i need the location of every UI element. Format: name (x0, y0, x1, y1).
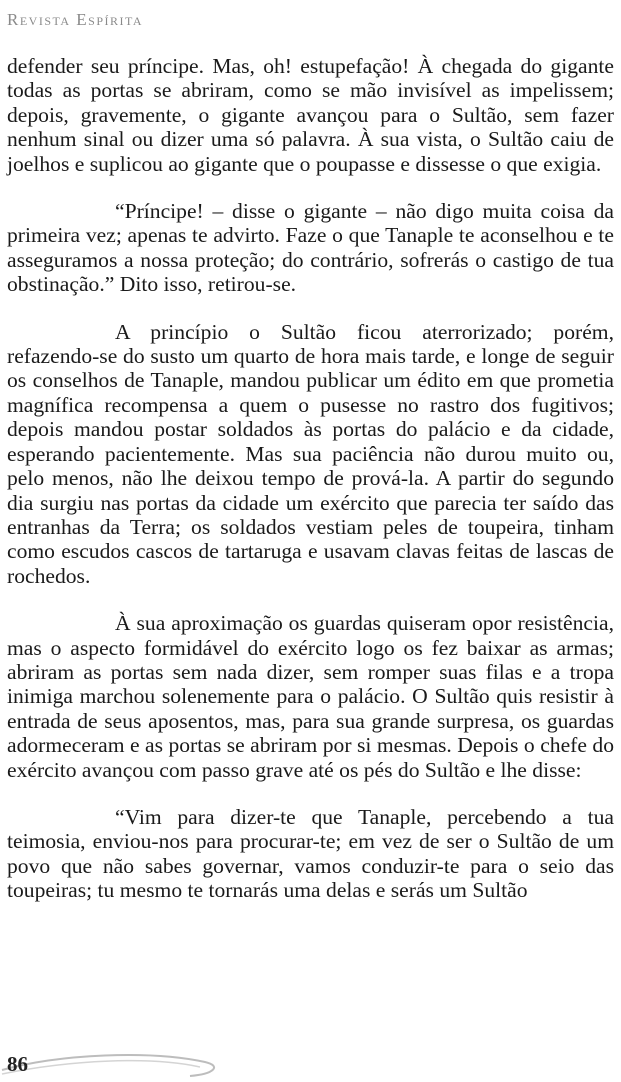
paragraph-1: defender seu príncipe. Mas, oh! estupefação! À chegada do gigante todas as portas se abriram, como se mão invisível as impelissem; depois, gravemente, o gigante avançou para o Sultão, sem fazer nenhum sinal ou dizer uma só palavra. À sua vista, o Sultão caiu de joelhos e suplicou ao gigante que o poupasse e dissesse o que exigia. (7, 54, 614, 176)
paragraph-5: “Vim para dizer-te que Tanaple, percebendo a tua teimosia, enviou-nos para procurar-te; em vez de ser o Sultão de um povo que não sabes governar, vamos conduzir-te para o seio das toupeiras; tu mesmo te tornarás uma delas e serás um Sultão (7, 804, 614, 903)
running-head: Revista Espírita (7, 10, 144, 29)
paragraph-3: A princípio o Sultão ficou aterrorizado; porém, refazendo-se do susto um quarto de hora mais tarde, e longe de seguir os conselhos de Tanaple, mandou publicar um édito em que prometia magnífica recompensa a quem o pusesse no rastro dos fugitivos; depois mandou postar soldados às portas do palácio e da cidade, esperando pacientemente. Mas sua paciência não durou muito ou, pelo menos, não lhe deixou tempo de prová-la. A partir do segundo dia surgiu nas portas da cidade um exército que parecia ter saído das entranhas da Terra; os soldados vestiam peles de toupeira, tinham como escudos cascos de tartaruga e usavam clavas feitas de lascas de rochedos. (7, 319, 614, 588)
paragraph-4: À sua aproximação os guardas quiseram opor resistência, mas o aspecto formidável do exército logo os fez baixar as armas; abriram as portas sem nada dizer, sem romper suas filas e a tropa inimiga marchou solenemente para o palácio. O Sultão quis resistir à entrada de seus aposentos, mas, para sua grande surpresa, os guardas adormeceram e as portas se abriram por si mesmas. Depois o chefe do exército avançou com passo grave até os pés do Sultão e lhe disse: (7, 611, 614, 782)
page-number: 86 (7, 1052, 28, 1076)
decorative-swoosh (0, 1040, 260, 1082)
page-body (7, 54, 614, 926)
paragraph-2: “Príncipe! – disse o gigante – não digo muita coisa da primeira vez; apenas te advirto. Faze o que Tanaple te aconselhou e te asseguramos a nossa proteção; do contrário, sofrerás o castigo de tua obstinação.” Dito isso, retirou-se. (7, 199, 614, 297)
